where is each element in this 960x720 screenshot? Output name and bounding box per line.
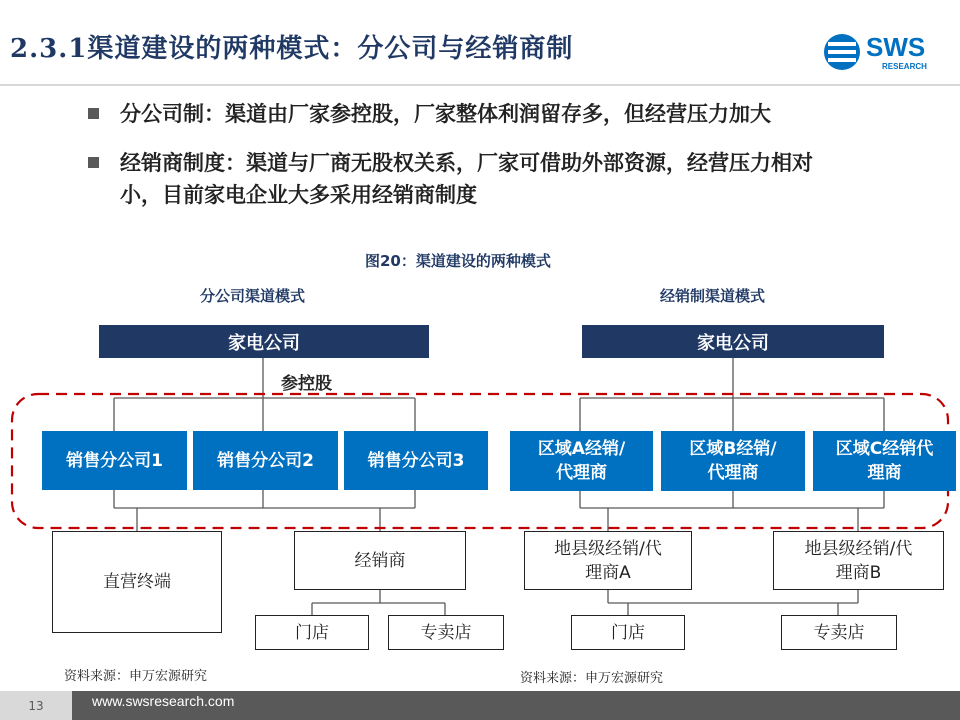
- left-specialty-store-box: 专卖店: [388, 615, 504, 650]
- county-dealer-box-b: [773, 531, 944, 590]
- branch-box-1: 销售分公司1: [42, 431, 187, 490]
- county-dealer-b-line1: 地县级经销/代: [804, 538, 913, 559]
- right-specialty-store-box: 专卖店: [781, 615, 897, 650]
- direct-terminal-box: 直营终端: [52, 531, 222, 633]
- figure-title: 图20：渠道建设的两种模式: [365, 252, 551, 270]
- regional-box-c-line1: 区域C经销代: [835, 439, 934, 459]
- page-number: 13: [0, 691, 72, 720]
- bullet-text-2-cont: 小，目前家电企业大多采用经销商制度: [120, 183, 477, 207]
- right-store-box: 门店: [571, 615, 685, 650]
- right-company-box: 家电公司: [582, 325, 884, 358]
- county-dealer-box-a: [524, 531, 692, 590]
- branch-box-3: 销售分公司3: [344, 431, 488, 490]
- county-dealer-b-line2: 理商B: [835, 562, 882, 583]
- county-dealer-a-line2: 理商A: [585, 562, 631, 583]
- dealer-box: 经销商: [294, 531, 466, 590]
- logo-subtext: RESEARCH: [882, 62, 927, 71]
- regional-box-c-line2: 理商: [867, 463, 902, 483]
- left-source-note: 资料来源：申万宏源研究: [64, 669, 208, 684]
- right-source-note: 资料来源：申万宏源研究: [520, 671, 664, 686]
- regional-box-b: [661, 431, 805, 491]
- county-dealer-a-line1: 地县级经销/代: [554, 538, 662, 559]
- left-company-box: 家电公司: [99, 325, 429, 358]
- left-store-box: 门店: [255, 615, 369, 650]
- regional-box-a-line1: 区域A经销/: [537, 439, 626, 459]
- regional-box-b-line1: 区域B经销/: [689, 439, 777, 459]
- branch-box-2: 销售分公司2: [193, 431, 338, 490]
- left-diagram-subtitle: 分公司渠道模式: [200, 287, 306, 305]
- logo-text: SWS: [866, 32, 926, 62]
- regional-box-a-line2: 代理商: [556, 463, 607, 483]
- equity-label: 参控股: [281, 374, 332, 394]
- page-title: 2.3.1渠道建设的两种模式：分公司与经销商制: [10, 34, 574, 64]
- regional-box-b-line2: 代理商: [707, 463, 759, 483]
- footer-url[interactable]: www.swsresearch.com: [92, 693, 235, 709]
- regional-box-c: [813, 431, 956, 491]
- regional-box-a: [510, 431, 653, 491]
- bullet-text-1: 分公司制：渠道由厂家参控股，厂家整体利润留存多，但经营压力加大: [120, 102, 771, 126]
- bullet-text-2: 经销商制度：渠道与厂商无股权关系，厂家可借助外部资源，经营压力相对: [120, 151, 813, 175]
- right-diagram-subtitle: 经销制渠道模式: [660, 287, 766, 305]
